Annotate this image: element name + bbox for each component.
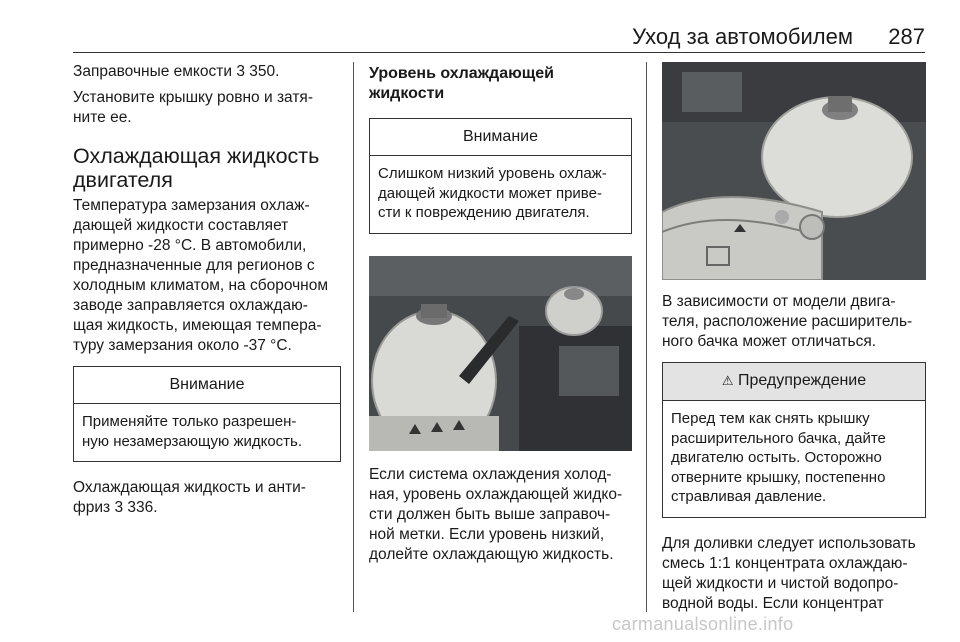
notice-box <box>73 366 341 462</box>
column-2 <box>369 62 632 565</box>
engine-photo-coolant-tank <box>369 256 632 451</box>
notice-text: Применяйте только разрешен- ную незамерзающую жидкость. <box>82 413 303 450</box>
chapter-title: Уход за автомобилем <box>632 24 853 49</box>
cap-instruction: Установите крышку ровно и затя- ните ее. <box>73 89 313 126</box>
notice-title-level: Внимание <box>370 119 631 156</box>
engine-illustration <box>369 256 632 451</box>
notice-text-level: Слишком низкий уровень охлаж- дающей жидкости может приве- сти к повреждению двигателя. <box>378 165 607 221</box>
capacity-reference: Заправочные емкости 3 350. <box>73 63 280 80</box>
warning-title: Предупреждение <box>737 372 867 389</box>
notice-box-level <box>369 118 632 234</box>
warning-triangle-icon: ⚠ <box>721 374 734 389</box>
page-header <box>73 24 925 53</box>
engine-photo-tank-closeup <box>662 62 926 280</box>
freezing-point-text: Температура замерзания охлаж- дающей жидкости составляет примерно -28 °C. В автомобили, предназначенные для регионов с холодным климатом, на сборочном заводе заправляется охлаждаю- щая жидкость, имеющая темпера- туру замерзания около -37 °C. <box>73 197 329 354</box>
column-divider-1 <box>353 62 354 612</box>
page-number: 287 <box>888 24 925 49</box>
tank-closeup-illustration <box>662 62 926 280</box>
column-1 <box>73 62 341 518</box>
watermark: carmanualsonline.info <box>612 614 794 634</box>
section-heading-coolant: Охлаждающая жидкость двигателя <box>73 144 320 192</box>
section-heading-level: Уровень охлаждающей жидкости <box>369 65 554 102</box>
column-3 <box>662 62 926 614</box>
column-divider-2 <box>646 62 647 612</box>
cold-level-text: Если система охлаждения холод- ная, уровень охлаждающей жидко- сти должен быть выше заправоч- ной метки. Если уровень низкий, долейте охлаждающую жидкость. <box>369 465 623 563</box>
antifreeze-reference: Охлаждающая жидкость и анти- фриз 3 336. <box>73 479 306 516</box>
warning-text: Перед тем как снять крышку расширительного бачка, дайте двигателю остыть. Осторожно отверните крышку, постепенно стравливая давление. <box>671 410 886 505</box>
notice-title: Внимание <box>74 367 340 404</box>
tank-location-text: В зависимости от модели двига- теля, расположение расширитель- ного бачка может отличаться. <box>662 293 913 350</box>
mixing-instruction: Для доливки следует использовать смесь 1:1 концентрата охлаждаю- щей жидкости и чистой водопро- водной воды. Если концентрат <box>662 534 916 612</box>
warning-box <box>662 362 926 518</box>
warning-title-row <box>663 363 925 401</box>
